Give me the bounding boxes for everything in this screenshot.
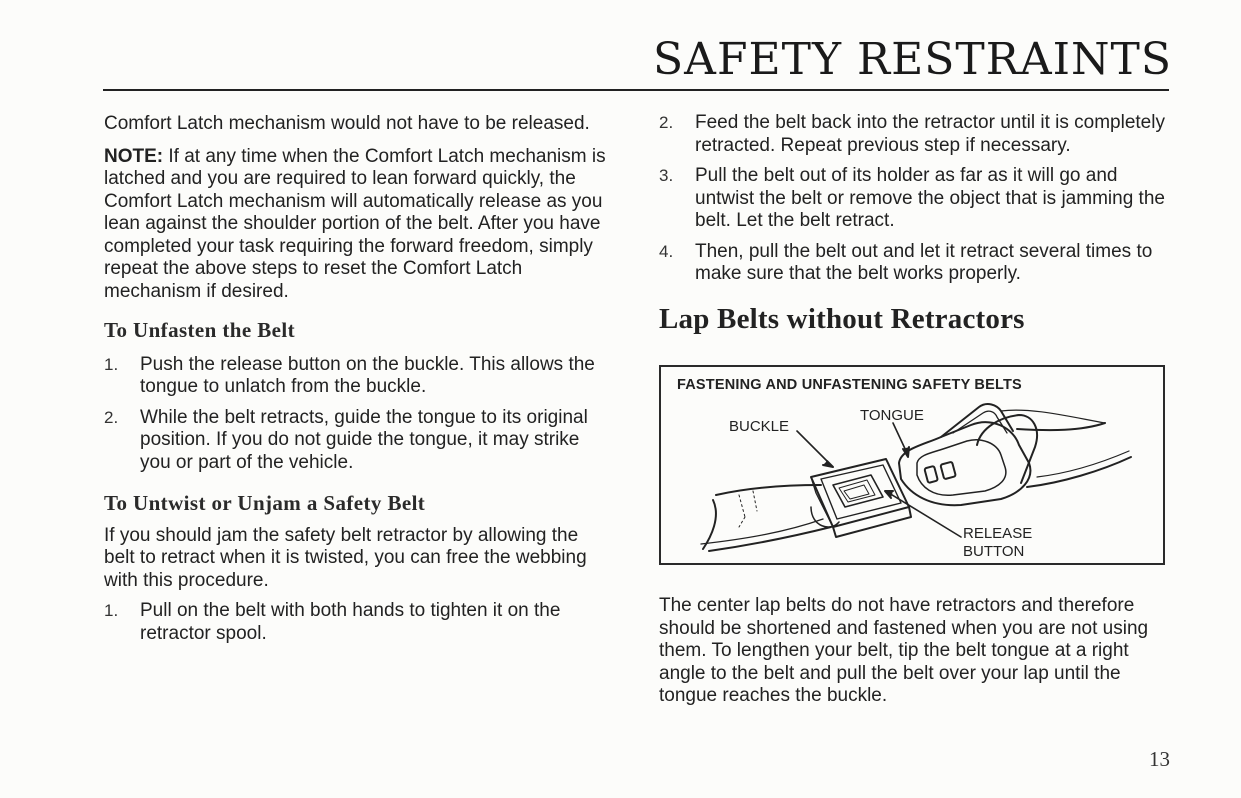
untwist-heading: To Untwist or Unjam a Safety Belt (104, 491, 426, 515)
step-number: 4. (659, 241, 674, 261)
page-number: 13 (1149, 747, 1170, 771)
step-text: Then, pull the belt out and let it retract several times to make sure that the belt works properly. (695, 240, 1153, 284)
left-column (104, 113, 614, 645)
header-divider (103, 89, 1169, 91)
step-number: 2. (104, 407, 119, 427)
note-paragraph (104, 146, 614, 304)
figure-title: FASTENING AND UNFASTENING SAFETY BELTS (677, 377, 1022, 393)
list-item (659, 241, 1169, 286)
step-number: 1. (104, 601, 119, 620)
step-text: Push the release button on the buckle. This allows the tongue to unlatch from the buckle. (140, 353, 595, 397)
step-text: Pull the belt out of its holder as far as it will go and untwist the belt or remove the object that is jamming the belt. Let the belt retract. (695, 165, 1165, 231)
unfasten-heading: To Unfasten the Belt (104, 318, 295, 342)
lap-belts-paragraph: The center lap belts do not have retractors and therefore should be shortened and fastened when you are not using them. To lengthen your belt, tip the belt tongue at a right angle to the belt and pull the belt over your lap until the tongue reaches the buckle. (659, 595, 1149, 706)
step-number: 2. (659, 113, 674, 132)
untwist-intro: If you should jam the safety belt retractor by allowing the belt to retract when it is twisted, you can free the webbing with this procedure. (104, 524, 587, 591)
untwist-steps (104, 600, 614, 645)
step-number: 1. (104, 354, 119, 374)
step-text: Pull on the belt with both hands to tighten it on the retractor spool. (140, 600, 561, 644)
step-text: While the belt retracts, guide the tongue to its original position. If you do not guide the tongue, it may strike you or part of the vehicle. (140, 406, 588, 473)
step-text: Feed the belt back into the retractor until it is completely retracted. Repeat previous step if necessary. (695, 112, 1165, 156)
intro-paragraph: Comfort Latch mechanism would not have to be released. (104, 113, 590, 134)
tongue-label: TONGUE (860, 407, 924, 424)
list-item (104, 407, 614, 475)
list-item (104, 600, 614, 645)
belt-illustration (661, 367, 1163, 563)
unfasten-steps (104, 354, 614, 475)
list-item (659, 112, 1169, 157)
release-label-line2: BUTTON (963, 543, 1025, 560)
list-item (659, 165, 1169, 233)
right-column (659, 112, 1169, 335)
lap-belts-heading: Lap Belts without Retractors (659, 302, 1025, 335)
untwist-steps-continued (659, 112, 1169, 286)
note-label: NOTE: (104, 145, 164, 167)
step-number: 3. (659, 166, 674, 185)
buckle-label: BUCKLE (729, 418, 790, 435)
lap-belts-paragraph-wrap (659, 595, 1171, 708)
page-title: SAFETY RESTRAINTS (653, 34, 1172, 85)
belt-figure (659, 365, 1165, 565)
list-item (104, 354, 614, 399)
note-text: If at any time when the Comfort Latch mechanism is latched and you are required to lean forward quickly, the Comfort Latch mechanism will automatically release as you lean against the shoulder portion of the belt. After you have completed your task requiring the forward freedom, simply repeat the above steps to reset the Comfort Latch mechanism if desired. (104, 145, 606, 302)
release-label-line1: RELEASE (963, 525, 1033, 542)
